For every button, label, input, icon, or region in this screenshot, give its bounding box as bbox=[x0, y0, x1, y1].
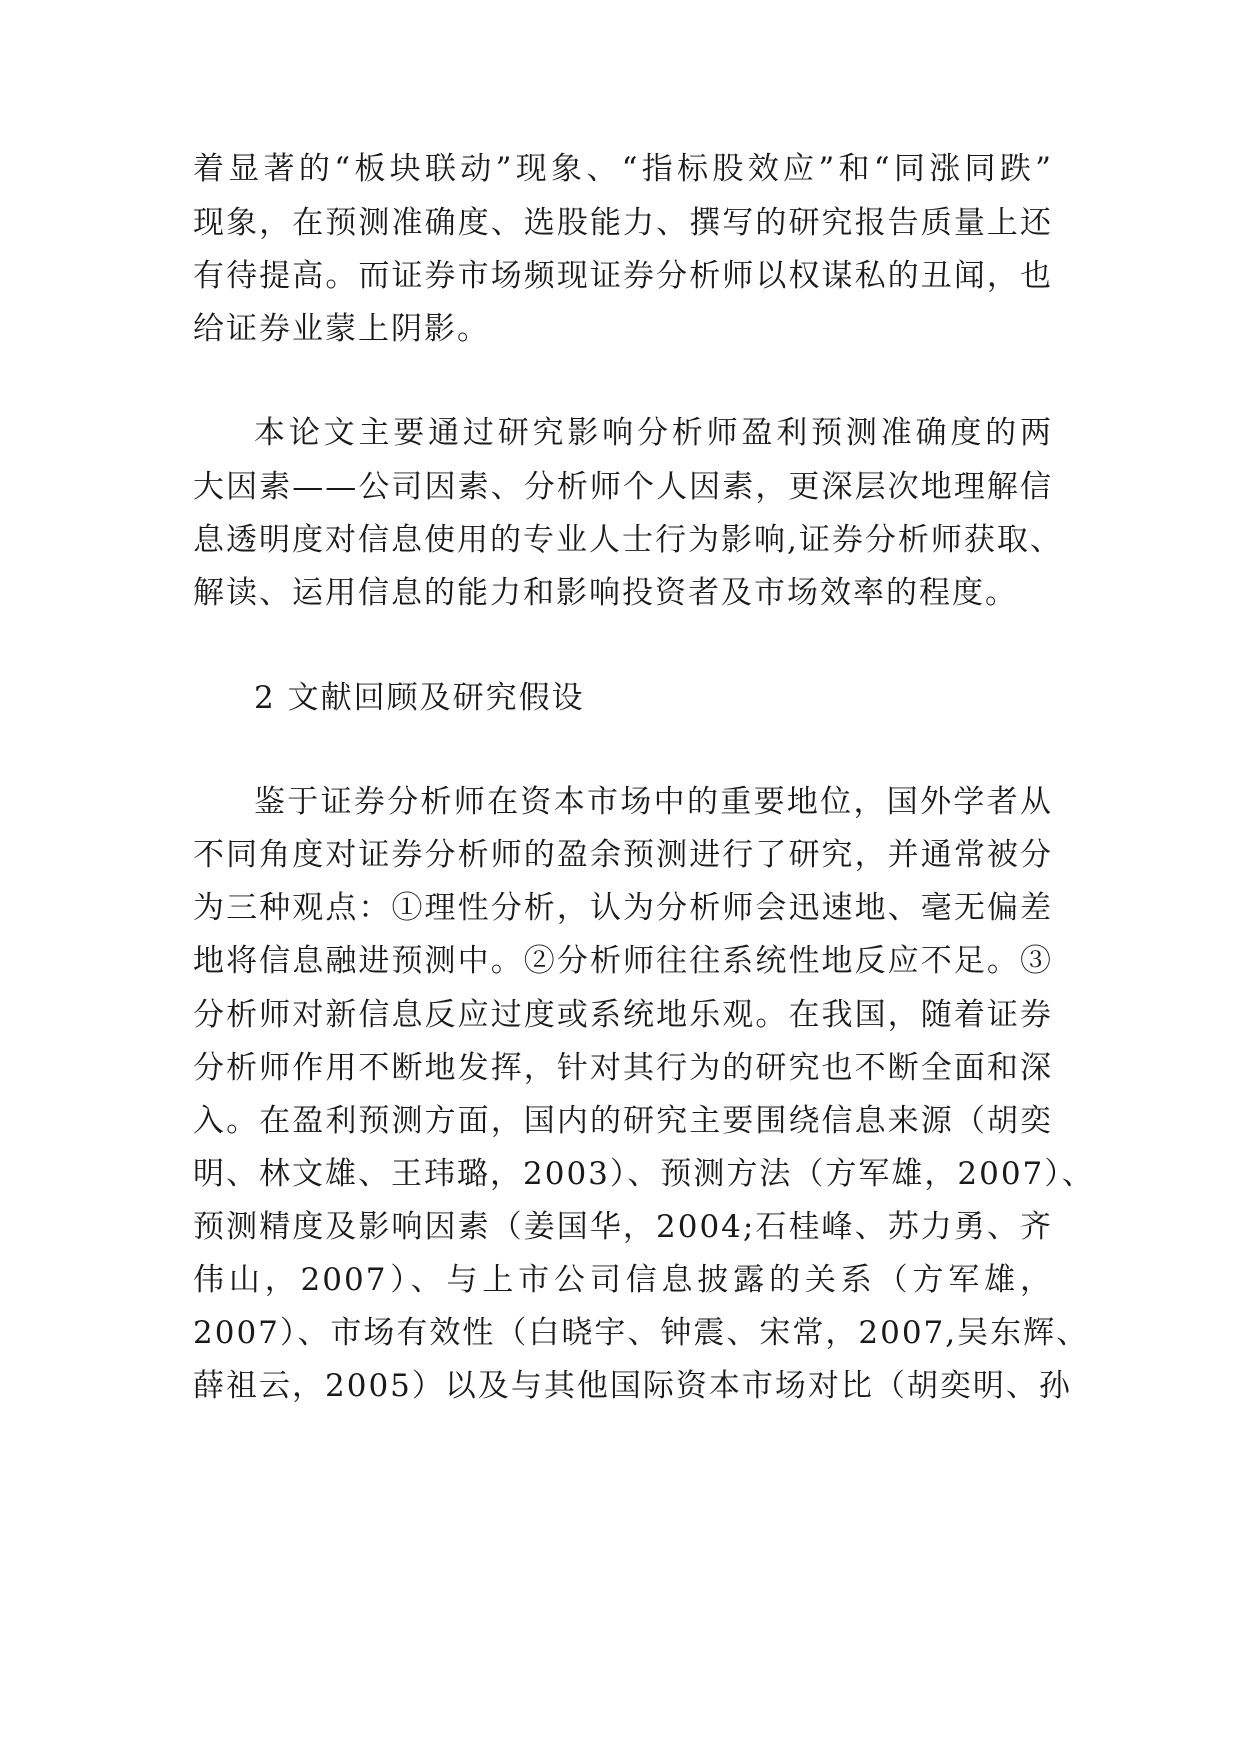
paragraph-3-line-11: 2007）、市场有效性（白晓宇、钟震、宋常，2007,吴东辉、 bbox=[193, 1315, 1090, 1351]
paragraph-3-line-4: 地将信息融进预测中。②分析师往往系统性地反应不足。③ bbox=[193, 943, 1053, 979]
paragraph-1-line-3: 有待提高。而证券市场频现证券分析师以权谋私的丑闻，也 bbox=[193, 258, 1053, 294]
paragraph-3-line-5: 分析师对新信息反应过度或系统地乐观。在我国，随着证券 bbox=[193, 997, 1053, 1033]
paragraph-2-line-1: 本论文主要通过研究影响分析师盈利预测准确度的两 bbox=[254, 415, 1053, 451]
paragraph-3-line-7: 入。在盈利预测方面，国内的研究主要围绕信息来源（胡奕 bbox=[193, 1103, 1053, 1139]
paragraph-3-line-8: 明、林文雄、王玮璐，2003）、预测方法（方军雄，2007）、 bbox=[193, 1156, 1095, 1192]
paragraph-3-line-9: 预测精度及影响因素（姜国华，2004;石桂峰、苏力勇、齐 bbox=[193, 1209, 1053, 1245]
paragraph-2-line-3: 息透明度对信息使用的专业人士行为影响,证券分析师获取、 bbox=[193, 522, 1063, 558]
paragraph-3-line-6: 分析师作用不断地发挥，针对其行为的研究也不断全面和深 bbox=[193, 1050, 1053, 1086]
paragraph-3-line-1: 鉴于证券分析师在资本市场中的重要地位，国外学者从 bbox=[254, 784, 1053, 820]
paragraph-2-line-2: 大因素——公司因素、分析师个人因素，更深层次地理解信 bbox=[193, 469, 1053, 505]
paragraph-1-line-2: 现象，在预测准确度、选股能力、撰写的研究报告质量上还 bbox=[193, 205, 1053, 241]
paragraph-2-line-4: 解读、运用信息的能力和影响投资者及市场效率的程度。 bbox=[193, 575, 1018, 611]
paragraph-3-line-3: 为三种观点：①理性分析，认为分析师会迅速地、毫无偏差 bbox=[193, 890, 1053, 926]
section-heading: 2 文献回顾及研究假设 bbox=[254, 680, 585, 716]
paragraph-3-line-12: 薛祖云，2005）以及与其他国际资本市场对比（胡奕明、孙 bbox=[193, 1368, 1072, 1404]
paragraph-3-line-2: 不同角度对证券分析师的盈余预测进行了研究，并通常被分 bbox=[193, 837, 1053, 873]
paragraph-1-line-1: 着显著的“板块联动”现象、“指标股效应”和“同涨同跌” bbox=[193, 151, 1053, 187]
paragraph-1-line-4: 给证券业蒙上阴影。 bbox=[193, 311, 490, 347]
paragraph-3-line-10: 伟山，2007）、与上市公司信息披露的关系（方军雄， bbox=[193, 1262, 1053, 1298]
